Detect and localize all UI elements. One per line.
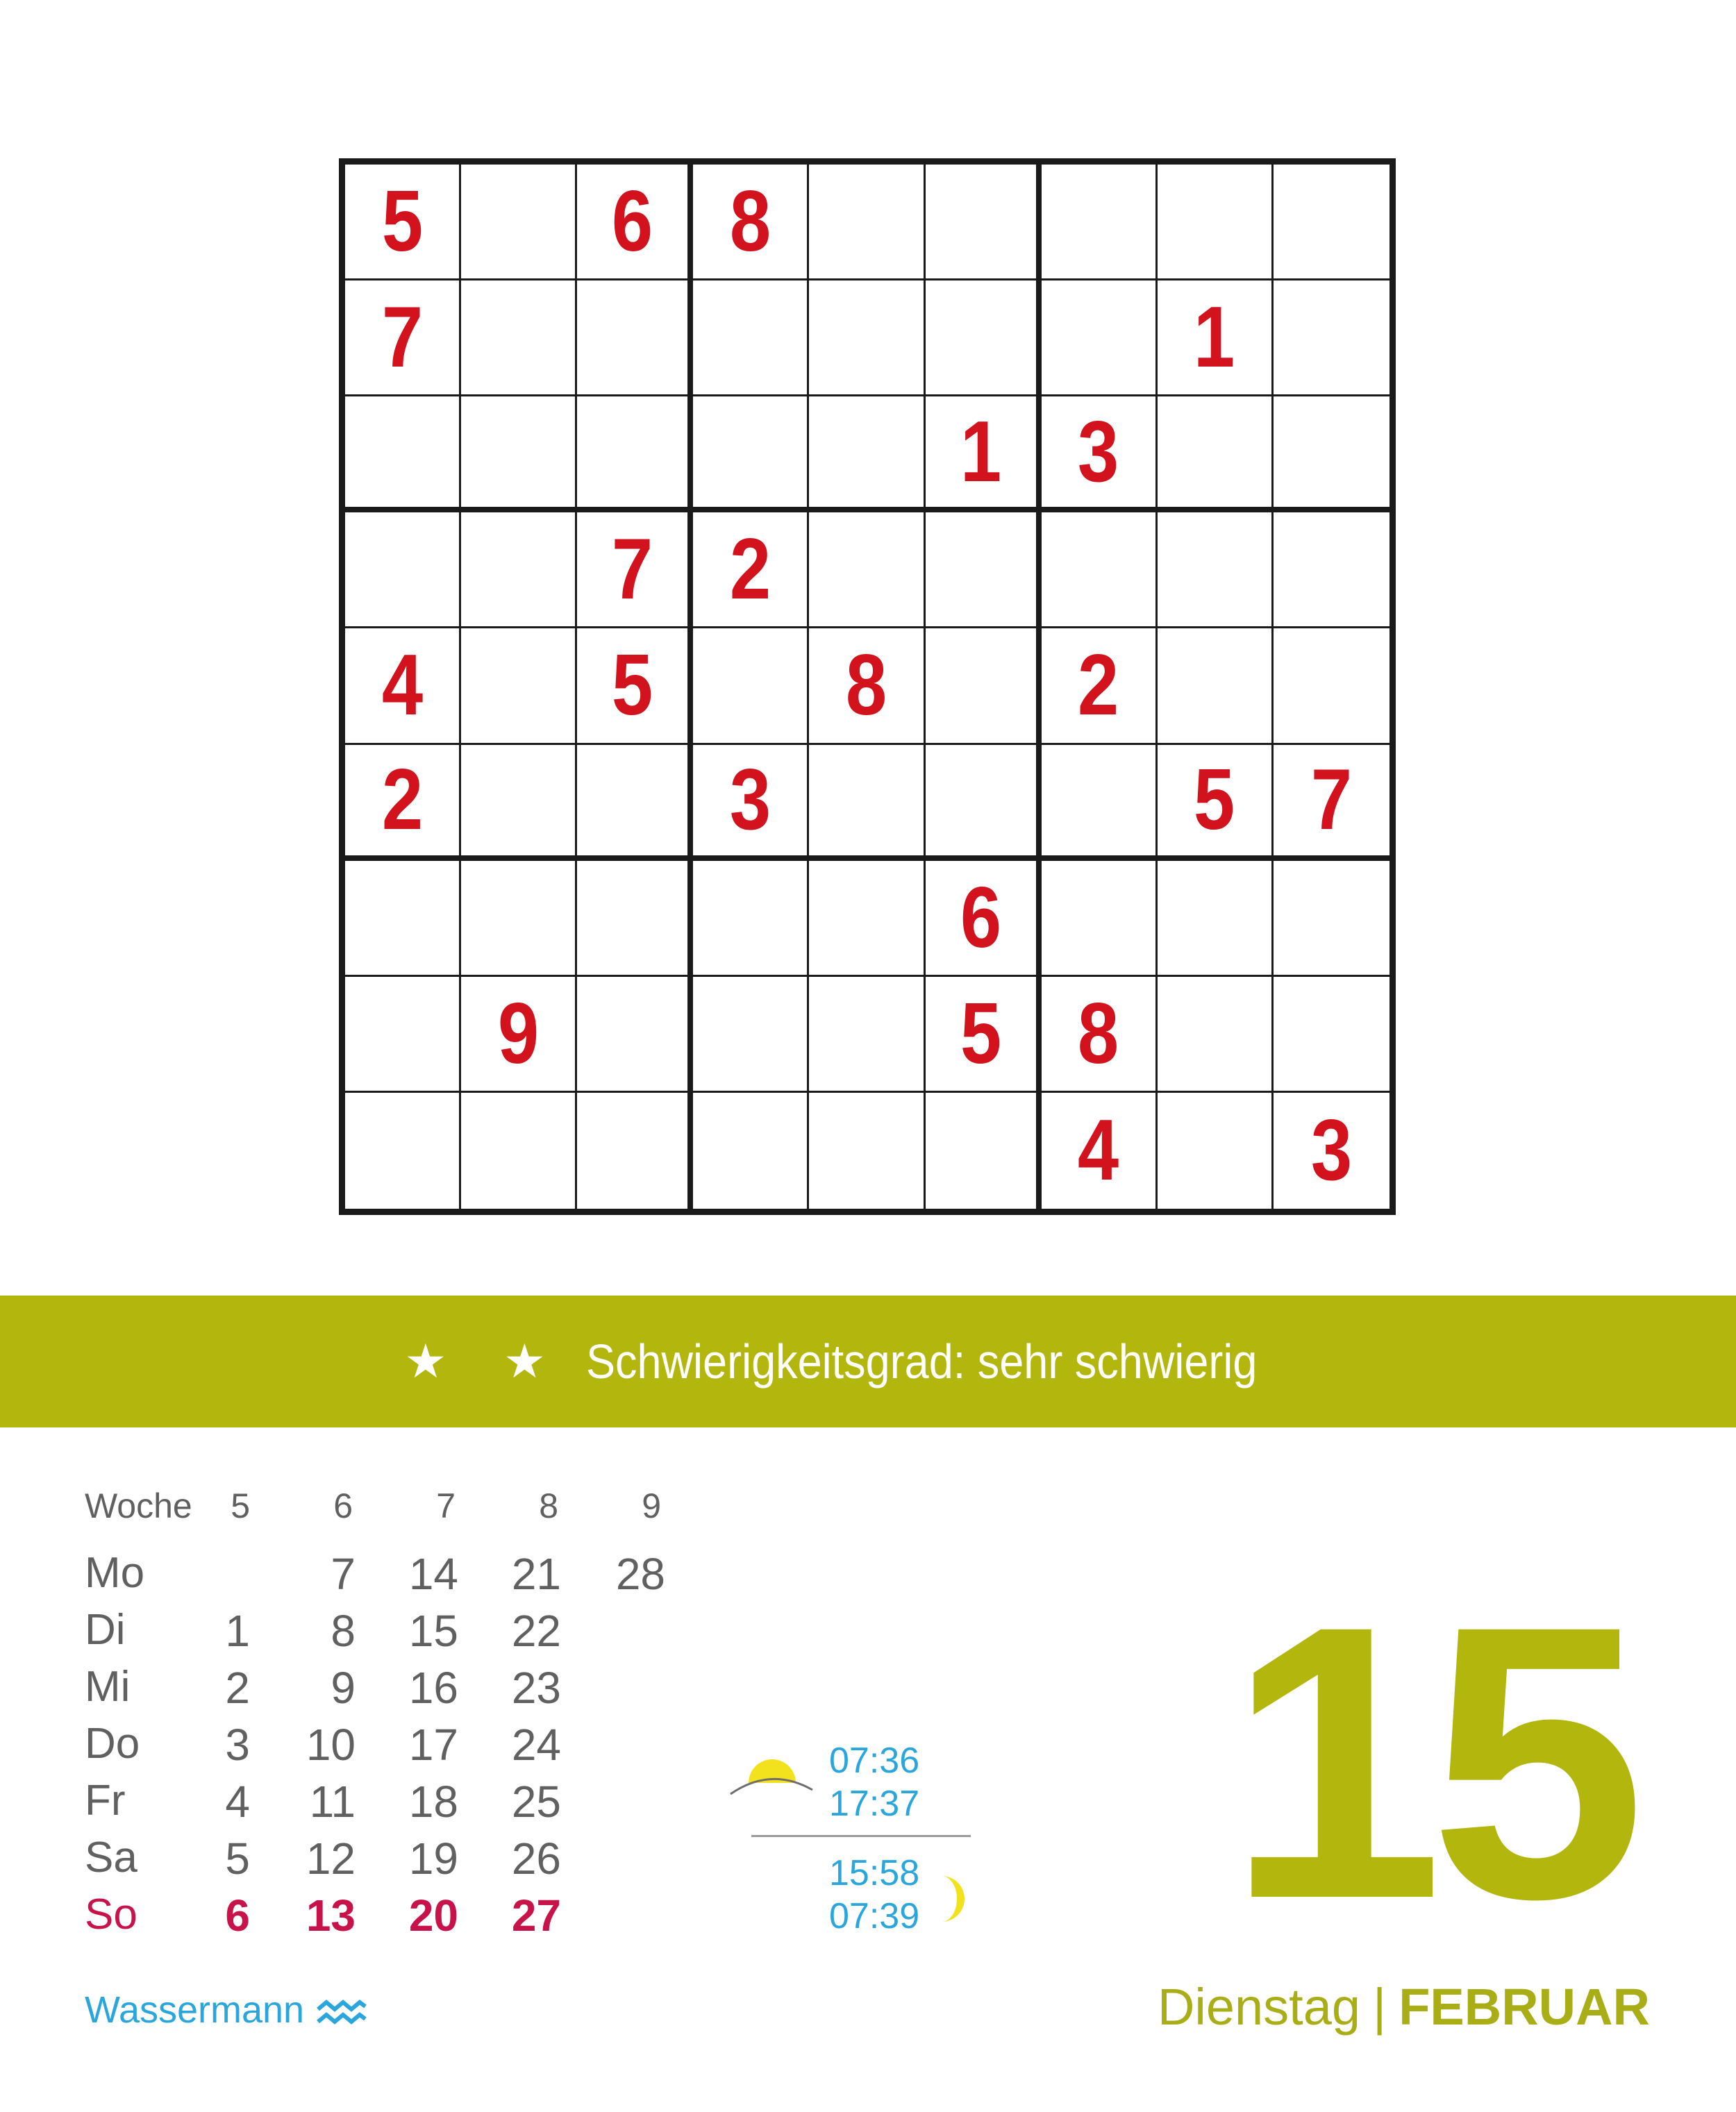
sudoku-cell[interactable] <box>345 512 461 628</box>
sudoku-cell[interactable] <box>461 512 577 628</box>
date-line <box>1158 1977 1650 2036</box>
sudoku-cell[interactable] <box>1042 861 1158 977</box>
sudoku-cell[interactable] <box>1274 628 1389 744</box>
sudoku-cell[interactable] <box>1042 396 1158 512</box>
sudoku-digit: 7 <box>1310 752 1353 848</box>
sudoku-cell[interactable] <box>461 1093 577 1209</box>
sudoku-cell[interactable] <box>693 977 809 1093</box>
sudoku-digit: 6 <box>612 174 653 270</box>
sudoku-cell[interactable] <box>345 745 461 861</box>
sunset-time: 17:37 <box>829 1784 920 1824</box>
sunrise-time: 07:36 <box>829 1741 920 1781</box>
sudoku-digit: 2 <box>381 752 423 848</box>
sudoku-cell[interactable] <box>1042 512 1158 628</box>
sudoku-cell[interactable] <box>577 512 693 628</box>
sudoku-digit: 3 <box>729 752 771 848</box>
sudoku-cell[interactable] <box>926 396 1042 512</box>
sudoku-cell[interactable] <box>577 977 693 1093</box>
calendar-day: 22 <box>511 1606 561 1656</box>
sudoku-cell[interactable] <box>1274 1093 1389 1209</box>
sudoku-cell[interactable] <box>1042 280 1158 396</box>
moonset-time: 07:39 <box>829 1896 920 1936</box>
sudoku-digit: 4 <box>1078 1103 1119 1199</box>
sudoku-digit: 2 <box>729 521 771 618</box>
sudoku-cell[interactable] <box>1158 745 1274 861</box>
calendar-day: 23 <box>511 1663 561 1713</box>
sun-moon-divider <box>751 1835 971 1837</box>
sudoku-cell[interactable] <box>461 977 577 1093</box>
sudoku-cell[interactable] <box>1274 977 1389 1093</box>
sudoku-cell[interactable] <box>461 745 577 861</box>
sudoku-cell[interactable] <box>926 861 1042 977</box>
weekday-name: Dienstag <box>1157 1978 1360 2036</box>
sudoku-digit: 6 <box>960 869 1001 966</box>
sudoku-digit: 8 <box>729 174 771 270</box>
sudoku-cell[interactable] <box>809 1093 925 1209</box>
sudoku-cell[interactable] <box>693 861 809 977</box>
sudoku-cell[interactable] <box>1042 628 1158 744</box>
sudoku-cell[interactable] <box>809 861 925 977</box>
sudoku-cell[interactable] <box>809 628 925 744</box>
sudoku-cell[interactable] <box>1158 512 1274 628</box>
month-name: FEBRUAR <box>1399 1978 1650 2036</box>
calendar-day: 26 <box>511 1834 561 1884</box>
sudoku-cell[interactable] <box>809 165 925 280</box>
sudoku-cell[interactable] <box>345 1093 461 1209</box>
calendar-day: 25 <box>511 1777 561 1827</box>
sudoku-cell[interactable] <box>1042 745 1158 861</box>
calendar-day-sunday: 20 <box>408 1891 458 1941</box>
sudoku-cell[interactable] <box>1274 396 1389 512</box>
sudoku-cell[interactable] <box>1158 628 1274 744</box>
sudoku-cell[interactable] <box>577 745 693 861</box>
calendar-day: 8 <box>331 1606 356 1656</box>
sudoku-cell[interactable] <box>577 628 693 744</box>
sudoku-cell[interactable] <box>577 1093 693 1209</box>
sudoku-digit: 3 <box>1078 403 1119 500</box>
calendar-day: 18 <box>408 1777 458 1827</box>
sudoku-cell[interactable] <box>693 396 809 512</box>
weekday-label: Do <box>85 1720 140 1768</box>
sudoku-cell[interactable] <box>809 396 925 512</box>
sudoku-cell[interactable] <box>926 280 1042 396</box>
sudoku-cell[interactable] <box>345 165 461 280</box>
calendar-day: 3 <box>225 1720 250 1770</box>
sudoku-digit: 7 <box>381 290 423 386</box>
difficulty-label: Schwierigkeitsgrad: sehr schwierig <box>585 1334 1258 1389</box>
calendar-day-sunday: 13 <box>306 1891 356 1941</box>
sudoku-cell[interactable] <box>461 280 577 396</box>
week-number: 8 <box>539 1486 558 1525</box>
sudoku-cell[interactable] <box>461 628 577 744</box>
calendar-day: 4 <box>225 1777 250 1827</box>
sudoku-cell[interactable] <box>693 628 809 744</box>
weekday-label: Mo <box>85 1549 145 1597</box>
date-separator: | <box>1373 1978 1387 2036</box>
difficulty-banner <box>0 1296 1736 1427</box>
sudoku-cell[interactable] <box>693 1093 809 1209</box>
sudoku-digit: 3 <box>1310 1103 1353 1199</box>
day-of-month: 15 <box>1227 1545 1632 1979</box>
calendar-day: 19 <box>408 1834 458 1884</box>
calendar-day: 24 <box>511 1720 561 1770</box>
sudoku-cell[interactable] <box>1274 280 1389 396</box>
moonrise-time: 15:58 <box>829 1853 920 1893</box>
calendar-day: 7 <box>331 1549 356 1599</box>
calendar-day: 15 <box>408 1606 458 1656</box>
calendar-day-sunday: 27 <box>511 1891 561 1941</box>
sudoku-cell[interactable] <box>345 977 461 1093</box>
sudoku-cell[interactable] <box>693 512 809 628</box>
sudoku-cell[interactable] <box>809 745 925 861</box>
sudoku-cell[interactable] <box>809 977 925 1093</box>
calendar-day: 5 <box>225 1834 250 1884</box>
week-number: 9 <box>642 1486 661 1525</box>
aquarius-icon <box>317 2000 367 2027</box>
weekday-label-sunday: So <box>85 1891 137 1938</box>
calendar-day: 28 <box>615 1549 665 1599</box>
week-label: Woche <box>85 1486 192 1525</box>
weekday-label: Di <box>85 1606 126 1654</box>
calendar-day: 1 <box>225 1606 250 1656</box>
sudoku-grid <box>339 158 1396 1215</box>
sudoku-cell[interactable] <box>926 1093 1042 1209</box>
sudoku-cell[interactable] <box>926 512 1042 628</box>
sudoku-cell[interactable] <box>1274 861 1389 977</box>
calendar-day: 9 <box>331 1663 356 1713</box>
sudoku-cell[interactable] <box>809 512 925 628</box>
sudoku-digit: 2 <box>1078 637 1119 734</box>
sudoku-cell[interactable] <box>345 861 461 977</box>
sudoku-cell[interactable] <box>345 280 461 396</box>
sudoku-cell[interactable] <box>345 396 461 512</box>
sudoku-cell[interactable] <box>693 165 809 280</box>
sudoku-digit: 7 <box>612 521 653 618</box>
sudoku-digit: 9 <box>497 985 539 1082</box>
sudoku-digit: 8 <box>845 637 887 734</box>
sudoku-cell[interactable] <box>1158 165 1274 280</box>
sudoku-cell[interactable] <box>693 745 809 861</box>
sudoku-digit: 5 <box>1194 752 1235 848</box>
sudoku-cell[interactable] <box>1158 977 1274 1093</box>
sudoku-cell[interactable] <box>577 396 693 512</box>
calendar-day: 21 <box>511 1549 561 1599</box>
calendar-day: 16 <box>408 1663 458 1713</box>
sudoku-digit: 8 <box>1078 985 1119 1082</box>
moon-phase-icon <box>937 1873 969 1925</box>
weekday-label: Mi <box>85 1663 131 1711</box>
sudoku-cell[interactable] <box>577 165 693 280</box>
sudoku-digit: 5 <box>612 637 653 734</box>
sudoku-cell[interactable] <box>1042 165 1158 280</box>
calendar-day-sunday: 6 <box>225 1891 250 1941</box>
sudoku-cell[interactable] <box>926 628 1042 744</box>
week-number: 7 <box>436 1486 456 1525</box>
calendar-day: 10 <box>306 1720 356 1770</box>
calendar-day: 12 <box>306 1834 356 1884</box>
sudoku-cell[interactable] <box>1274 512 1389 628</box>
sudoku-cell[interactable] <box>577 861 693 977</box>
sudoku-cell[interactable] <box>926 165 1042 280</box>
sudoku-cell[interactable] <box>1158 396 1274 512</box>
week-number: 6 <box>333 1486 353 1525</box>
sudoku-cell[interactable] <box>577 280 693 396</box>
sudoku-cell[interactable] <box>926 977 1042 1093</box>
sudoku-digit: 1 <box>1194 290 1235 386</box>
sudoku-cell[interactable] <box>1042 977 1158 1093</box>
sudoku-cell[interactable] <box>461 396 577 512</box>
sudoku-cell[interactable] <box>693 280 809 396</box>
sudoku-cell[interactable] <box>1158 280 1274 396</box>
calendar-day: 2 <box>225 1663 250 1713</box>
weekday-label: Sa <box>85 1834 137 1881</box>
sudoku-cell[interactable] <box>809 280 925 396</box>
sudoku-cell[interactable] <box>1158 861 1274 977</box>
week-number: 5 <box>231 1486 250 1525</box>
weekday-label: Fr <box>85 1777 126 1825</box>
sudoku-digit: 5 <box>381 174 423 270</box>
sudoku-cell[interactable] <box>1274 745 1389 861</box>
sudoku-cell[interactable] <box>345 628 461 744</box>
sudoku-cell[interactable] <box>1274 165 1389 280</box>
sudoku-cell[interactable] <box>461 165 577 280</box>
sudoku-digit: 1 <box>960 403 1001 500</box>
calendar-day: 11 <box>309 1777 356 1827</box>
calendar-day: 14 <box>408 1549 458 1599</box>
sudoku-cell[interactable] <box>1158 1093 1274 1209</box>
sudoku-cell[interactable] <box>1042 1093 1158 1209</box>
sunrise-icon <box>728 1750 818 1798</box>
sudoku-digit: 5 <box>960 985 1001 1082</box>
calendar-day: 17 <box>408 1720 458 1770</box>
difficulty-stars: ★ ★ <box>404 1334 567 1389</box>
sudoku-cell[interactable] <box>926 745 1042 861</box>
sudoku-cell[interactable] <box>461 861 577 977</box>
sudoku-digit: 4 <box>381 637 423 734</box>
zodiac-sign: Wassermann <box>85 1989 305 2031</box>
